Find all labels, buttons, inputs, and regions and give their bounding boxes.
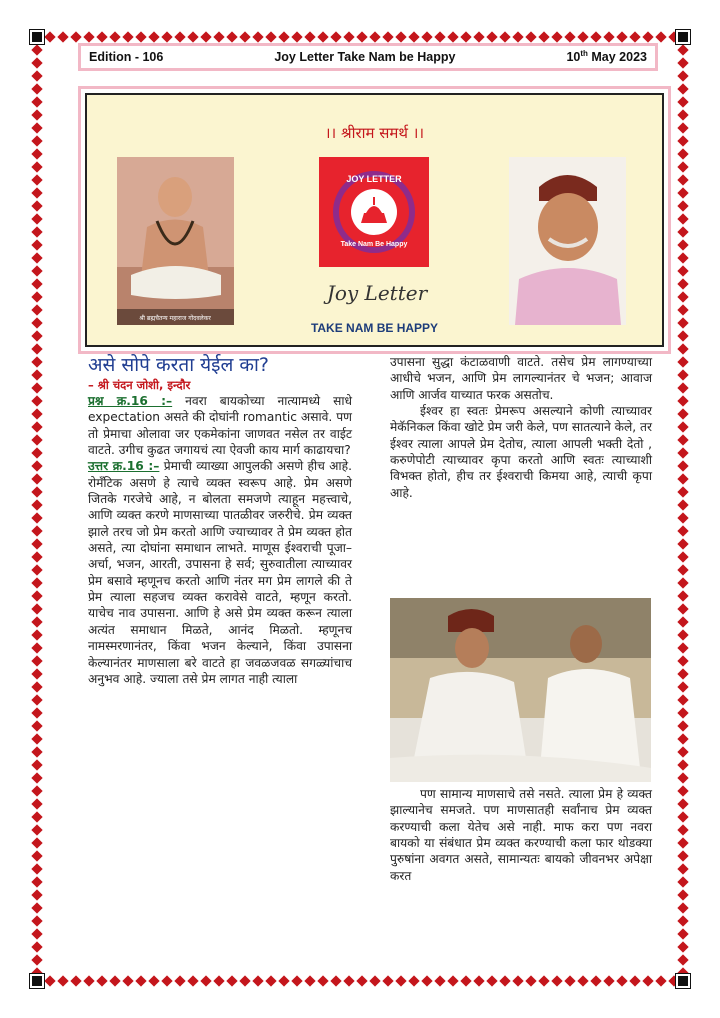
- border-ornament-icon: [677, 343, 688, 354]
- border-ornament-icon: [31, 577, 42, 588]
- border-ornament-icon: [122, 975, 133, 986]
- border-ornament-icon: [31, 44, 42, 55]
- border-ornament-icon: [677, 44, 688, 55]
- border-ornament-icon: [278, 975, 289, 986]
- border-ornament-icon: [677, 616, 688, 627]
- page-border-left: [30, 30, 44, 988]
- border-corner-icon: [30, 974, 44, 988]
- article-right-column-lower: [390, 786, 652, 884]
- border-ornament-icon: [31, 382, 42, 393]
- answer-paragraph: [88, 458, 352, 687]
- banner-invocation: ।। श्रीराम समर्थ ।।: [324, 124, 425, 142]
- answer-paragraph-2: ईश्वर हा स्वतः प्रेमरूप असल्याने कोणी त्याच्यावर मेकॅनिकल किंवा खोटे प्रेम जरी केले, पण सातत्याने केले, तर ईश्वर त्याला आपले प्रेम देतोच, त्याला आपली भक्ती देतो , करुणेपोटी त्याच्यावर कृपा करतो आणि स्वतः त्याच्याशी विभक्त होतो, हीच तर ईश्वराची किमया आहे, त्याची कृपा आहे.: [390, 404, 652, 500]
- border-ornament-icon: [677, 291, 688, 302]
- date-suffix: th: [580, 49, 588, 59]
- border-ornament-icon: [677, 811, 688, 822]
- border-ornament-icon: [677, 577, 688, 588]
- border-ornament-icon: [677, 629, 688, 640]
- border-ornament-icon: [278, 31, 289, 42]
- border-ornament-icon: [31, 135, 42, 146]
- border-ornament-icon: [31, 642, 42, 653]
- border-ornament-icon: [677, 590, 688, 601]
- border-ornament-icon: [564, 31, 575, 42]
- border-ornament-icon: [161, 31, 172, 42]
- logo-bottom-text: Take Nam Be Happy: [340, 241, 408, 248]
- border-ornament-icon: [421, 31, 432, 42]
- logo-center: [351, 189, 397, 235]
- border-ornament-icon: [31, 161, 42, 172]
- border-ornament-icon: [31, 343, 42, 354]
- border-ornament-icon: [31, 460, 42, 471]
- banner-tagline: TAKE NAM BE HAPPY: [310, 321, 439, 335]
- border-ornament-icon: [677, 954, 688, 965]
- border-ornament-icon: [31, 265, 42, 276]
- border-ornament-icon: [677, 317, 688, 328]
- border-ornament-icon: [512, 975, 523, 986]
- border-ornament-icon: [135, 31, 146, 42]
- border-ornament-icon: [677, 473, 688, 484]
- border-ornament-icon: [677, 850, 688, 861]
- border-ornament-icon: [31, 733, 42, 744]
- question-label: प्रश्न क्र.16 :–: [88, 394, 173, 408]
- border-ornament-icon: [31, 174, 42, 185]
- border-ornament-icon: [200, 975, 211, 986]
- border-ornament-icon: [31, 499, 42, 510]
- border-ornament-icon: [57, 975, 68, 986]
- border-ornament-icon: [31, 850, 42, 861]
- border-ornament-icon: [31, 889, 42, 900]
- border-ornament-icon: [677, 512, 688, 523]
- border-ornament-icon: [31, 772, 42, 783]
- border-ornament-icon: [460, 31, 471, 42]
- border-ornament-icon: [677, 642, 688, 653]
- border-ornament-icon: [642, 31, 653, 42]
- border-ornament-icon: [31, 356, 42, 367]
- question-text: नवरा बायकोच्या नात्यामध्ये साधे expectation असते की दोघांनी romantic असावे. पण तो प्रेमाचा ओलावा जर एकमेकांना जाणवत नसेल तर वाईट वाटते. उगीच कुढत जगायचं त्या ऐवजी काय मार्ग काढायचा?: [88, 394, 352, 458]
- article-title: असे सोपे करता येईल का?: [88, 354, 270, 376]
- border-ornament-icon: [31, 590, 42, 601]
- border-ornament-icon: [577, 31, 588, 42]
- border-ornament-icon: [31, 213, 42, 224]
- border-ornament-icon: [677, 551, 688, 562]
- border-ornament-icon: [616, 31, 627, 42]
- date-month-year: May 2023: [587, 50, 647, 65]
- border-ornament-icon: [677, 863, 688, 874]
- border-ornament-icon: [677, 681, 688, 692]
- border-ornament-icon: [31, 538, 42, 549]
- border-ornament-icon: [677, 928, 688, 939]
- border-ornament-icon: [499, 31, 510, 42]
- border-ornament-icon: [31, 187, 42, 198]
- border-ornament-icon: [434, 975, 445, 986]
- border-ornament-icon: [31, 863, 42, 874]
- border-ornament-icon: [31, 57, 42, 68]
- border-ornament-icon: [31, 720, 42, 731]
- border-ornament-icon: [213, 31, 224, 42]
- border-ornament-icon: [83, 975, 94, 986]
- border-ornament-icon: [677, 382, 688, 393]
- question-paragraph: [88, 393, 352, 458]
- border-ornament-icon: [677, 538, 688, 549]
- border-ornament-icon: [486, 975, 497, 986]
- border-ornament-icon: [677, 564, 688, 575]
- border-ornament-icon: [31, 239, 42, 250]
- border-ornament-icon: [265, 975, 276, 986]
- border-ornament-icon: [677, 356, 688, 367]
- border-ornament-icon: [31, 941, 42, 952]
- border-ornament-icon: [57, 31, 68, 42]
- border-ornament-icon: [31, 96, 42, 107]
- border-ornament-icon: [31, 681, 42, 692]
- border-ornament-icon: [551, 975, 562, 986]
- border-ornament-icon: [330, 31, 341, 42]
- border-ornament-icon: [677, 96, 688, 107]
- border-ornament-icon: [31, 512, 42, 523]
- border-ornament-icon: [677, 707, 688, 718]
- border-ornament-icon: [677, 694, 688, 705]
- edition-label: Edition - 106: [89, 50, 164, 64]
- border-ornament-icon: [31, 226, 42, 237]
- border-corner-icon: [676, 974, 690, 988]
- saint-portrait-photo: [117, 157, 234, 325]
- border-ornament-icon: [629, 31, 640, 42]
- border-ornament-icon: [70, 31, 81, 42]
- border-ornament-icon: [677, 187, 688, 198]
- border-ornament-icon: [677, 226, 688, 237]
- border-ornament-icon: [677, 733, 688, 744]
- border-ornament-icon: [31, 616, 42, 627]
- page-border-right: [676, 30, 690, 988]
- border-ornament-icon: [629, 975, 640, 986]
- border-ornament-icon: [677, 668, 688, 679]
- border-ornament-icon: [677, 200, 688, 211]
- border-ornament-icon: [31, 317, 42, 328]
- border-ornament-icon: [677, 174, 688, 185]
- border-ornament-icon: [460, 975, 471, 986]
- border-ornament-icon: [408, 31, 419, 42]
- article-left-column: [88, 354, 352, 687]
- border-ornament-icon: [677, 278, 688, 289]
- joy-letter-signature: Joy Letter: [326, 281, 428, 305]
- border-ornament-icon: [252, 975, 263, 986]
- border-ornament-icon: [525, 975, 536, 986]
- border-ornament-icon: [239, 31, 250, 42]
- border-ornament-icon: [304, 31, 315, 42]
- border-ornament-icon: [31, 707, 42, 718]
- border-ornament-icon: [551, 31, 562, 42]
- border-ornament-icon: [677, 434, 688, 445]
- border-ornament-icon: [317, 31, 328, 42]
- border-ornament-icon: [161, 975, 172, 986]
- date-day: 10: [566, 50, 581, 65]
- border-ornament-icon: [31, 564, 42, 575]
- border-ornament-icon: [616, 975, 627, 986]
- border-ornament-icon: [122, 31, 133, 42]
- border-ornament-icon: [70, 975, 81, 986]
- border-ornament-icon: [677, 304, 688, 315]
- author-portrait-photo: [509, 157, 626, 325]
- border-ornament-icon: [677, 122, 688, 133]
- border-ornament-icon: [538, 31, 549, 42]
- border-ornament-icon: [421, 975, 432, 986]
- answer-paragraph-3: पण सामान्य माणसाचे तसे नसते. त्याला प्रेम हे व्यक्त झाल्यानेच समजते. पण माणसातही सर्वांनाच प्रेम व्यक्त करण्याची कला येतेच असे नाही. माफ करा पण नवरा बायको या संबंधात प्रेम व्यक्त करण्याची कला फार थोडक्या पुरुषांना अवगत असते, सामान्यतः बायको जीवनभर अपेक्षा करत: [390, 787, 652, 883]
- border-ornament-icon: [382, 975, 393, 986]
- border-ornament-icon: [265, 31, 276, 42]
- border-ornament-icon: [31, 746, 42, 757]
- border-ornament-icon: [603, 975, 614, 986]
- border-ornament-icon: [31, 811, 42, 822]
- border-ornament-icon: [677, 460, 688, 471]
- border-ornament-icon: [31, 629, 42, 640]
- border-ornament-icon: [538, 975, 549, 986]
- border-ornament-icon: [677, 915, 688, 926]
- border-ornament-icon: [109, 975, 120, 986]
- border-ornament-icon: [31, 278, 42, 289]
- joy-letter-logo: [319, 157, 429, 267]
- border-ornament-icon: [408, 975, 419, 986]
- article-right-column: [390, 354, 652, 501]
- newsletter-title: Joy Letter Take Nam be Happy: [274, 50, 456, 64]
- border-ornament-icon: [677, 369, 688, 380]
- border-ornament-icon: [187, 975, 198, 986]
- border-ornament-icon: [317, 975, 328, 986]
- border-ornament-icon: [677, 902, 688, 913]
- border-ornament-icon: [252, 31, 263, 42]
- page-border-bottom: [30, 974, 690, 988]
- border-ornament-icon: [677, 330, 688, 341]
- border-ornament-icon: [677, 889, 688, 900]
- border-ornament-icon: [109, 31, 120, 42]
- border-ornament-icon: [31, 304, 42, 315]
- border-ornament-icon: [447, 31, 458, 42]
- border-ornament-icon: [642, 975, 653, 986]
- border-ornament-icon: [31, 837, 42, 848]
- border-ornament-icon: [677, 720, 688, 731]
- border-ornament-icon: [590, 975, 601, 986]
- border-ornament-icon: [187, 31, 198, 42]
- border-ornament-icon: [677, 525, 688, 536]
- border-ornament-icon: [291, 975, 302, 986]
- border-ornament-icon: [31, 824, 42, 835]
- border-ornament-icon: [148, 31, 159, 42]
- gathering-photo: [390, 598, 651, 782]
- border-ornament-icon: [31, 525, 42, 536]
- border-ornament-icon: [677, 57, 688, 68]
- border-ornament-icon: [677, 772, 688, 783]
- border-ornament-icon: [31, 655, 42, 666]
- border-ornament-icon: [31, 109, 42, 120]
- border-ornament-icon: [677, 421, 688, 432]
- border-ornament-icon: [304, 975, 315, 986]
- border-ornament-icon: [677, 759, 688, 770]
- border-ornament-icon: [369, 975, 380, 986]
- border-ornament-icon: [677, 655, 688, 666]
- border-ornament-icon: [577, 975, 588, 986]
- border-ornament-icon: [31, 122, 42, 133]
- border-ornament-icon: [677, 798, 688, 809]
- portrait-caption: श्री ब्रह्मचैतन्य महाराज गोंदवलेकर: [139, 315, 211, 322]
- border-ornament-icon: [356, 31, 367, 42]
- border-ornament-icon: [239, 975, 250, 986]
- border-ornament-icon: [226, 31, 237, 42]
- border-ornament-icon: [369, 31, 380, 42]
- border-ornament-icon: [31, 395, 42, 406]
- border-ornament-icon: [382, 31, 393, 42]
- border-ornament-icon: [677, 148, 688, 159]
- answer-continued-paragraph: उपासना सुद्धा कंटाळवाणी वाटते. तसेच प्रेम लागण्याच्या आधीचे भजन, आणि प्रेम लागल्यानंतर चे भजन; आवाज आणि आर्जव याच्यात फरक असतोच.: [390, 355, 652, 402]
- border-corner-icon: [676, 30, 690, 44]
- border-ornament-icon: [31, 473, 42, 484]
- border-ornament-icon: [135, 975, 146, 986]
- border-ornament-icon: [213, 975, 224, 986]
- border-ornament-icon: [677, 161, 688, 172]
- border-ornament-icon: [31, 694, 42, 705]
- border-ornament-icon: [31, 785, 42, 796]
- border-ornament-icon: [395, 975, 406, 986]
- border-ornament-icon: [677, 83, 688, 94]
- issue-date: [566, 49, 647, 64]
- border-ornament-icon: [174, 975, 185, 986]
- border-ornament-icon: [677, 408, 688, 419]
- border-corner-icon: [30, 30, 44, 44]
- border-ornament-icon: [96, 975, 107, 986]
- border-ornament-icon: [525, 31, 536, 42]
- border-ornament-icon: [174, 31, 185, 42]
- border-ornament-icon: [31, 486, 42, 497]
- border-ornament-icon: [31, 408, 42, 419]
- border-ornament-icon: [447, 975, 458, 986]
- page-header: [78, 43, 658, 71]
- logo-top-text: JOY LETTER: [346, 174, 402, 184]
- border-ornament-icon: [486, 31, 497, 42]
- border-ornament-icon: [31, 369, 42, 380]
- border-ornament-icon: [603, 31, 614, 42]
- border-ornament-icon: [148, 975, 159, 986]
- border-ornament-icon: [677, 876, 688, 887]
- border-ornament-icon: [473, 31, 484, 42]
- border-ornament-icon: [31, 434, 42, 445]
- border-ornament-icon: [31, 668, 42, 679]
- border-ornament-icon: [512, 31, 523, 42]
- border-ornament-icon: [343, 975, 354, 986]
- border-ornament-icon: [655, 975, 666, 986]
- border-ornament-icon: [226, 975, 237, 986]
- border-ornament-icon: [31, 954, 42, 965]
- border-ornament-icon: [31, 928, 42, 939]
- border-ornament-icon: [31, 252, 42, 263]
- border-ornament-icon: [677, 785, 688, 796]
- border-ornament-icon: [677, 252, 688, 263]
- border-ornament-icon: [677, 213, 688, 224]
- border-ornament-icon: [677, 395, 688, 406]
- border-ornament-icon: [31, 421, 42, 432]
- border-ornament-icon: [677, 109, 688, 120]
- border-ornament-icon: [590, 31, 601, 42]
- border-ornament-icon: [31, 915, 42, 926]
- border-ornament-icon: [44, 975, 55, 986]
- border-ornament-icon: [31, 447, 42, 458]
- border-ornament-icon: [356, 975, 367, 986]
- masthead-banner: [78, 86, 671, 354]
- border-ornament-icon: [655, 31, 666, 42]
- border-ornament-icon: [677, 239, 688, 250]
- border-ornament-icon: [44, 31, 55, 42]
- answer-text: प्रेमाची व्याख्या आपुलकी असणे हीच आहे. रोमँटिक असणे हे त्याचे व्यक्त स्वरूप आहे. प्रेम असणे जितके गरजेचे आहे, न बोलता समजणे त्याहून महत्त्वाचे, आणि व्यक्त करणे माणसाच्या पातळीवर जरुरीचे. प्रेम व्यक्त झाले तरच जो प्रेम करतो आणि ज्याच्यावर ते प्रेम व्यक्त होत असते, त्या दोघांना समाधान लाभते. माणूस ईश्वराची पूजा–अर्चा, भजन, आरती, उपासना हे सर्व; सुरुवातीला त्याच्यावर प्रेम बसावे म्हणूनच करतो आणि नंतर मग प्रेम लागले की ते प्रेम त्याला सहजच व्यक्त करावेसे वाटते, म्हणून करतो. याचेच नाव उपासना. आणि हे असे प्रेम व्यक्त करून त्याला अत्यंत समाधान मिळते, आनंद मिळतो. म्हणूनच नामस्मरणानंतर, किंवा भजन केल्याने, किंवा उपासना केल्यानंतर माणसाला बरे वाटते हा जवळजवळ सगळ्यांचाच अनुभव आहे. ज्याला तसे प्रेम लागत नाही त्याला: [88, 459, 352, 686]
- border-ornament-icon: [677, 447, 688, 458]
- border-ornament-icon: [434, 31, 445, 42]
- border-ornament-icon: [677, 603, 688, 614]
- border-ornament-icon: [677, 941, 688, 952]
- border-ornament-icon: [677, 135, 688, 146]
- border-ornament-icon: [473, 975, 484, 986]
- border-ornament-icon: [395, 31, 406, 42]
- border-ornament-icon: [677, 746, 688, 757]
- border-ornament-icon: [31, 759, 42, 770]
- page-border-top: [30, 30, 690, 44]
- article-author: – श्री चंदन जोशी, इन्दौर: [88, 378, 191, 392]
- border-ornament-icon: [31, 798, 42, 809]
- banner-frame: [85, 93, 664, 347]
- border-ornament-icon: [31, 603, 42, 614]
- border-ornament-icon: [677, 70, 688, 81]
- border-ornament-icon: [31, 876, 42, 887]
- border-ornament-icon: [677, 837, 688, 848]
- border-ornament-icon: [677, 265, 688, 276]
- border-ornament-icon: [330, 975, 341, 986]
- border-ornament-icon: [31, 330, 42, 341]
- border-ornament-icon: [96, 31, 107, 42]
- border-ornament-icon: [31, 83, 42, 94]
- border-ornament-icon: [31, 551, 42, 562]
- border-ornament-icon: [291, 31, 302, 42]
- border-ornament-icon: [499, 975, 510, 986]
- border-ornament-icon: [83, 31, 94, 42]
- answer-label: उत्तर क्र.16 :–: [88, 459, 160, 474]
- border-ornament-icon: [677, 499, 688, 510]
- border-ornament-icon: [200, 31, 211, 42]
- border-ornament-icon: [677, 486, 688, 497]
- border-ornament-icon: [564, 975, 575, 986]
- border-ornament-icon: [677, 824, 688, 835]
- border-ornament-icon: [31, 148, 42, 159]
- border-ornament-icon: [31, 291, 42, 302]
- border-ornament-icon: [343, 31, 354, 42]
- border-ornament-icon: [31, 902, 42, 913]
- border-ornament-icon: [31, 200, 42, 211]
- border-ornament-icon: [31, 70, 42, 81]
